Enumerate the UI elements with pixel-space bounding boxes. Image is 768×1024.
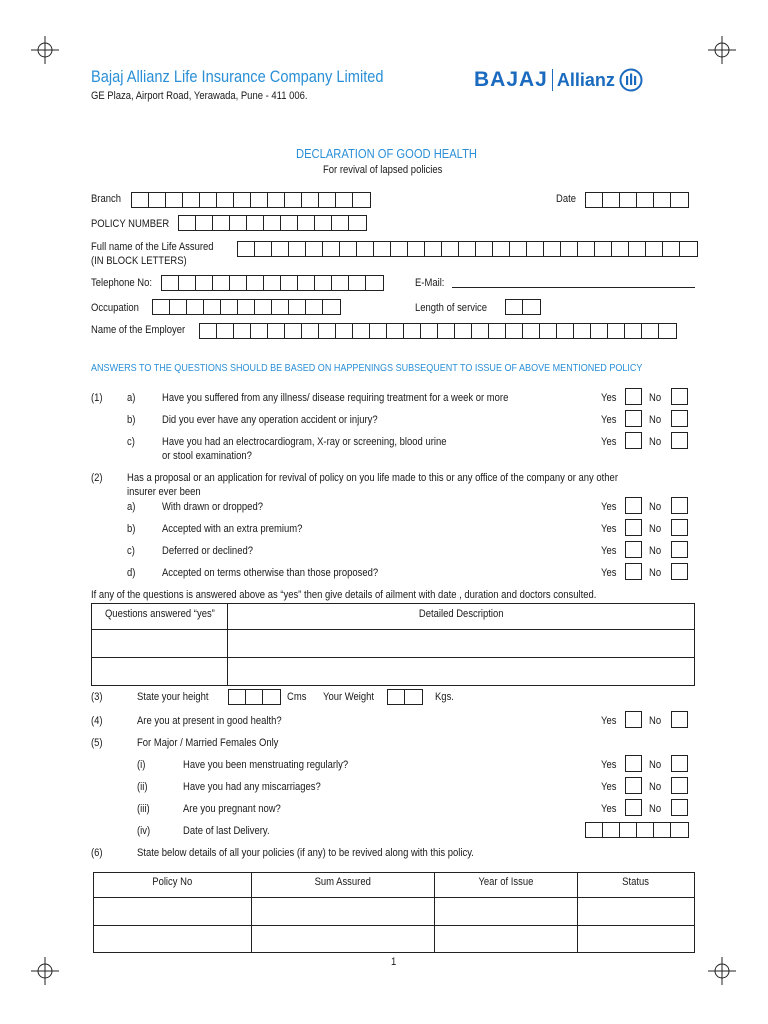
policy-number-field[interactable] [178, 215, 367, 231]
yes-checkbox[interactable] [625, 563, 642, 580]
table-header [252, 873, 435, 898]
q2-text: Has a proposal or an application for revival of policy on you life made to this or any office of the company or any other [127, 472, 618, 484]
yes-label: Yes [601, 759, 617, 771]
table-cell[interactable] [92, 658, 228, 686]
q1-number: (1) [91, 392, 103, 404]
yes-checkbox[interactable] [625, 432, 642, 449]
yes-label: Yes [601, 567, 617, 579]
yes-label: Yes [601, 781, 617, 793]
yes-checkbox[interactable] [625, 497, 642, 514]
email-label: E-Mail: [415, 277, 445, 289]
instruction-text: ANSWERS TO THE QUESTIONS SHOULD BE BASED ON HAPPENINGS SUBSEQUENT TO ISSUE OF ABOVE MENTIONED POLICY [91, 362, 643, 374]
branch-field[interactable] [131, 192, 371, 208]
col-policy-no-header: Policy No [152, 876, 193, 888]
date-field[interactable] [585, 192, 689, 208]
logo-bajaj: BAJAJ [474, 68, 548, 91]
occupation-field[interactable] [152, 299, 341, 315]
q1c-text-cont: or stool examination? [162, 450, 252, 462]
full-name-label: Full name of the Life Assured [91, 241, 214, 253]
q1a-letter: a) [127, 392, 136, 404]
q4-number: (4) [91, 715, 103, 727]
q6-number: (6) [91, 847, 103, 859]
q5iii-number: (iii) [137, 803, 150, 815]
yes-label: Yes [601, 501, 617, 513]
table-cell[interactable] [92, 630, 228, 658]
no-checkbox[interactable] [671, 563, 688, 580]
page-number: 1 [391, 956, 397, 968]
table-cell[interactable] [94, 898, 252, 926]
yes-checkbox[interactable] [625, 711, 642, 728]
col-questions-header: Questions answered “yes” [104, 608, 215, 620]
q2d-text: Accepted on terms otherwise than those proposed? [162, 567, 379, 579]
no-label: No [649, 392, 662, 404]
table-cell[interactable] [578, 898, 695, 926]
q2d-letter: d) [127, 567, 136, 579]
table-cell[interactable] [228, 630, 695, 658]
q5-text: For Major / Married Females Only [137, 737, 279, 749]
registration-mark-icon [31, 957, 59, 985]
no-checkbox[interactable] [671, 432, 688, 449]
cms-label: Cms [287, 691, 307, 703]
date-label: Date [556, 193, 576, 205]
yes-label: Yes [601, 715, 617, 727]
no-checkbox[interactable] [671, 755, 688, 772]
q5-number: (5) [91, 737, 103, 749]
q2c-letter: c) [127, 545, 135, 557]
no-checkbox[interactable] [671, 711, 688, 728]
col-year-of-issue-header: Year of Issue [478, 876, 534, 888]
table-cell[interactable] [435, 926, 578, 953]
table-cell[interactable] [252, 926, 435, 953]
policy-number-label: POLICY NUMBER [91, 218, 170, 230]
q5i-text: Have you been menstruating regularly? [183, 759, 349, 771]
height-label: State your height [137, 691, 209, 703]
last-delivery-date-field[interactable] [585, 822, 689, 838]
table-header [94, 873, 252, 898]
col-status-header: Status [622, 876, 650, 888]
q5iv-number: (iv) [137, 825, 151, 837]
q5ii-number: (ii) [137, 781, 148, 793]
yes-checkbox[interactable] [625, 799, 642, 816]
email-field[interactable] [452, 287, 695, 288]
table-header [92, 604, 228, 630]
col-sum-assured-header: Sum Assured [314, 876, 372, 888]
q1c-letter: c) [127, 436, 135, 448]
no-label: No [649, 567, 662, 579]
yes-checkbox[interactable] [625, 755, 642, 772]
no-label: No [649, 803, 662, 815]
yes-checkbox[interactable] [625, 519, 642, 536]
no-label: No [649, 759, 662, 771]
q5iv-text: Date of last Delivery. [183, 825, 270, 837]
logo-allianz: Allianz [556, 69, 615, 90]
company-logo [474, 66, 643, 94]
yes-label: Yes [601, 436, 617, 448]
q2-text-cont: insurer ever been [127, 486, 201, 498]
q2b-text: Accepted with an extra premium? [162, 523, 303, 535]
q2a-text: With drawn or dropped? [162, 501, 263, 513]
registration-mark-icon [708, 957, 736, 985]
table-cell[interactable] [578, 926, 695, 953]
q2-number: (2) [91, 472, 103, 484]
form-title: DECLARATION OF GOOD HEALTH [296, 146, 477, 161]
yes-checkbox[interactable] [625, 541, 642, 558]
length-of-service-field[interactable] [505, 299, 541, 315]
q5iii-text: Are you pregnant now? [183, 803, 281, 815]
q5i-number: (i) [137, 759, 146, 771]
weight-label: Your Weight [323, 691, 375, 703]
q4-text: Are you at present in good health? [137, 715, 282, 727]
form-subtitle: For revival of lapsed policies [323, 164, 443, 176]
q2c-text: Deferred or declined? [162, 545, 253, 557]
employer-label: Name of the Employer [91, 324, 186, 336]
full-name-field[interactable] [237, 241, 698, 257]
no-label: No [649, 715, 662, 727]
table-header [435, 873, 578, 898]
yes-label: Yes [601, 414, 617, 426]
table-cell[interactable] [94, 926, 252, 953]
telephone-label: Telephone No: [91, 277, 153, 289]
table-cell[interactable] [435, 898, 578, 926]
employer-field[interactable] [199, 323, 677, 339]
yes-checkbox[interactable] [625, 388, 642, 405]
col-description-header: Detailed Description [418, 608, 504, 620]
yes-label: Yes [601, 523, 617, 535]
weight-field[interactable] [387, 689, 423, 705]
registration-mark-icon [31, 36, 59, 64]
table-header [228, 604, 695, 630]
no-checkbox[interactable] [671, 388, 688, 405]
no-checkbox[interactable] [671, 497, 688, 514]
q6-text: State below details of all your policies (if any) to be revived along with this policy. [137, 847, 474, 859]
telephone-field[interactable] [161, 275, 384, 291]
yes-checkbox[interactable] [625, 410, 642, 427]
height-field[interactable] [228, 689, 281, 705]
no-label: No [649, 414, 662, 426]
q1b-letter: b) [127, 414, 136, 426]
q1a-text: Have you suffered from any illness/ disease requiring treatment for a week or more [162, 392, 509, 404]
no-checkbox[interactable] [671, 410, 688, 427]
table-cell[interactable] [228, 658, 695, 686]
allianz-eagle-icon [619, 68, 643, 92]
kgs-label: Kgs. [435, 691, 454, 703]
no-label: No [649, 523, 662, 535]
company-address: GE Plaza, Airport Road, Yerawada, Pune - 411 006. [91, 90, 308, 102]
no-checkbox[interactable] [671, 777, 688, 794]
branch-label: Branch [91, 193, 121, 205]
yes-label: Yes [601, 392, 617, 404]
no-checkbox[interactable] [671, 799, 688, 816]
length-of-service-label: Length of service [415, 302, 488, 314]
block-letters-label: (IN BLOCK LETTERS) [91, 255, 187, 267]
occupation-label: Occupation [91, 302, 139, 314]
no-label: No [649, 545, 662, 557]
table-cell[interactable] [252, 898, 435, 926]
if-yes-instruction: If any of the questions is answered above as “yes” then give details of ailment with date , duration and doctors consulted. [91, 589, 597, 601]
yes-label: Yes [601, 545, 617, 557]
registration-mark-icon [708, 36, 736, 64]
yes-checkbox[interactable] [625, 777, 642, 794]
yes-label: Yes [601, 803, 617, 815]
q3-number: (3) [91, 691, 103, 703]
policies-table [93, 872, 695, 953]
q5ii-text: Have you had any miscarriages? [183, 781, 321, 793]
q1c-text: Have you had an electrocardiogram, X-ray or screening, blood urine [162, 436, 447, 448]
table-header [578, 873, 695, 898]
company-name: Bajaj Allianz Life Insurance Company Limited [91, 67, 384, 86]
yes-details-table [91, 603, 695, 686]
no-label: No [649, 501, 662, 513]
q2a-letter: a) [127, 501, 136, 513]
no-checkbox[interactable] [671, 519, 688, 536]
no-checkbox[interactable] [671, 541, 688, 558]
q2b-letter: b) [127, 523, 136, 535]
no-label: No [649, 781, 662, 793]
q1b-text: Did you ever have any operation accident or injury? [162, 414, 378, 426]
no-label: No [649, 436, 662, 448]
